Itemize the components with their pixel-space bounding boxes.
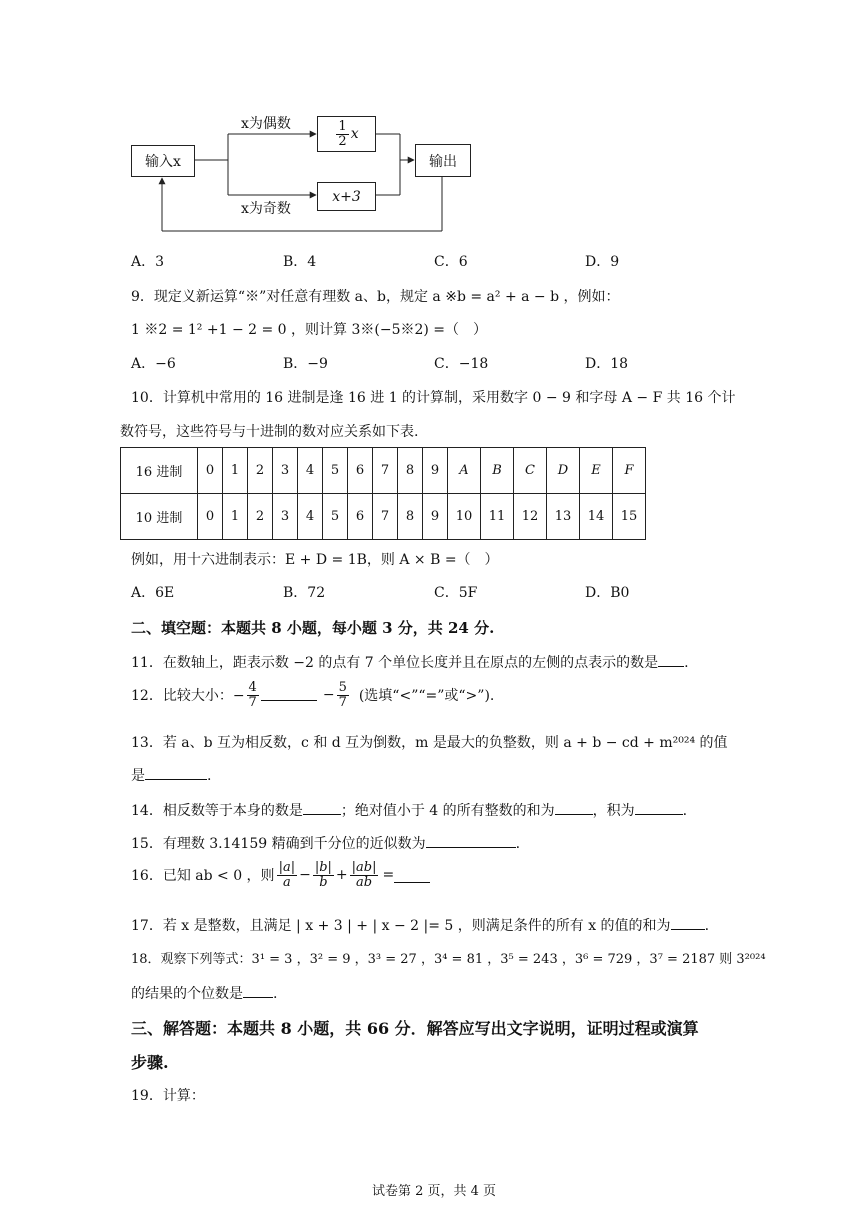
- table-cell: 6: [348, 494, 373, 540]
- table-cell: 5: [323, 494, 348, 540]
- q9-line2: 1 ※2 = 1² +1 − 2 = 0 ，则计算 3※(−5※2) =（ ）: [131, 322, 488, 338]
- table-cell: B: [481, 448, 514, 494]
- q12-f1-num: 4: [248, 680, 257, 695]
- q12-blank: [261, 690, 317, 701]
- q10-line1: 10．计算机中常用的 16 进制是逢 16 进 1 的计算制，采用数字 0 − 9 和字母 A − F 共 16 个计: [131, 390, 736, 406]
- table-cell: 7: [373, 494, 398, 540]
- q16-eq: =: [382, 867, 395, 884]
- table-cell: 2: [248, 448, 273, 494]
- q13-line2: 是 .: [131, 765, 211, 785]
- flowchart-arrows: [0, 0, 868, 240]
- even-label: x为偶数: [241, 116, 291, 132]
- q19: 19．计算：: [131, 1088, 205, 1104]
- q18-blank: [243, 983, 273, 998]
- q14-part-a: 14．相反数等于本身的数是: [131, 803, 303, 819]
- table-cell: 1: [223, 494, 248, 540]
- table-cell: 4: [298, 494, 323, 540]
- q10-option-d: D．B0: [585, 585, 630, 601]
- q17: 17．若 x 是整数，且满足 | x + 3 | + | x − 2 |= 5 ，则满足条件的所有 x 的值的和为 .: [131, 915, 709, 935]
- table-cell: 3: [273, 494, 298, 540]
- table-cell: 13: [547, 494, 580, 540]
- section3-heading-line1: 三、解答题：本题共 8 小题，共 66 分．解答应写出文字说明，证明过程或演算: [131, 1019, 699, 1038]
- odd-label: x为奇数: [241, 201, 291, 217]
- table-cell: 11: [481, 494, 514, 540]
- table-cell: 4: [298, 448, 323, 494]
- q12-f2-den: 7: [338, 694, 347, 710]
- table-cell: 14: [580, 494, 613, 540]
- table-cell: 1: [223, 448, 248, 494]
- q16-f3-den: ab: [356, 874, 373, 890]
- table-cell: 9: [423, 448, 448, 494]
- table-cell: 7: [373, 448, 398, 494]
- q18-line1: 18．观察下列等式：3¹ = 3 ，3² = 9 ，3³ = 27 ，3⁴ = 81 ，3⁵ = 243 ，3⁶ = 729 ，3⁷ = 2187 则 3²⁰²⁴: [131, 952, 766, 967]
- q10-option-a: A．6E: [131, 585, 175, 601]
- q16-f1-den: a: [282, 874, 291, 890]
- q16: 16．已知 ab < 0 ，则 $\frac{|a|}{a}$ − $\frac{|b|}{b}$ + $\frac{|ab|}{ab}$ =: [131, 861, 430, 889]
- q16-prefix: 16．已知 ab < 0 ，则: [131, 868, 275, 885]
- output-label: 输出: [429, 153, 457, 170]
- q14-blank-1: [303, 800, 341, 815]
- table-cell: 0: [198, 448, 223, 494]
- table-cell: 9: [423, 494, 448, 540]
- table-cell: 0: [198, 494, 223, 540]
- table-row-dec: [121, 494, 646, 540]
- table-cell: 6: [348, 448, 373, 494]
- q14-blank-2: [555, 800, 593, 815]
- q13-line1: 13．若 a、b 互为相反数，c 和 d 互为倒数，m 是最大的负整数，则 a + b − cd + m²⁰²⁴ 的值: [131, 735, 728, 751]
- input-box: [131, 145, 195, 177]
- section3-heading-line2: 步骤.: [131, 1053, 169, 1072]
- q10-example: 例如，用十六进制表示：E + D = 1B，则 A × B =（ ）: [131, 552, 499, 568]
- q13-line2-text: 是: [131, 768, 145, 784]
- q12-fraction-1: [247, 681, 259, 709]
- q10-line2: 数符号，这些符号与十进制的数对应关系如下表.: [120, 424, 419, 440]
- plus3-box: [317, 182, 376, 211]
- q9-option-c: C．−18: [434, 356, 489, 372]
- q9-line1: 9．现定义新运算“※”对任意有理数 a、b，规定 a ※b = a² + a − b ，例如：: [131, 289, 620, 305]
- q14-part-b: ；绝对值小于 4 的所有整数的和为: [340, 803, 555, 819]
- plus3-label: x+3: [332, 188, 361, 205]
- hex-decimal-table: [120, 447, 646, 540]
- q16-fraction-1: [277, 861, 298, 889]
- q8-option-a: A．3: [131, 254, 165, 270]
- table-cell: F: [613, 448, 646, 494]
- half-x-var: x: [350, 126, 359, 142]
- q9-option-d: D．18: [585, 356, 629, 372]
- q11-blank: [658, 652, 684, 667]
- table-cell: 10: [448, 494, 481, 540]
- q15: 15．有理数 3.14159 精确到千分位的近似数为 .: [131, 833, 520, 853]
- q12-suffix: (选填“<”“=”或“>”).: [358, 688, 495, 705]
- q17-blank: [671, 915, 705, 930]
- q15-blank: [426, 833, 516, 848]
- page-footer: 试卷第 2 页，共 4 页: [371, 1184, 497, 1199]
- q18-line2: 的结果的个位数是 .: [131, 983, 277, 1003]
- q8-option-d: D．9: [585, 254, 620, 270]
- half-fraction: $\frac{1}{2}$: [338, 118, 347, 149]
- q10-option-c: C．5F: [434, 585, 478, 601]
- q12-f2-num: 5: [338, 680, 347, 695]
- q12-f1-den: 7: [248, 694, 257, 710]
- q9-option-b: B．−9: [283, 356, 328, 372]
- q11-text: 11．在数轴上，距表示数 −2 的点有 7 个单位长度并且在原点的左侧的点表示的数是: [131, 655, 659, 671]
- section2-heading: 二、填空题：本题共 8 小题，每小题 3 分，共 24 分.: [131, 619, 495, 637]
- table-cell: 8: [398, 448, 423, 494]
- table-cell: 15: [613, 494, 646, 540]
- table-row-hex: [121, 448, 646, 494]
- q14: 14．相反数等于本身的数是 ；绝对值小于 4 的所有整数的和为 ，积为 .: [131, 800, 687, 820]
- q10-option-b: B．72: [283, 585, 326, 601]
- q18-line2-text: 的结果的个位数是: [131, 986, 243, 1002]
- row-header-hex: 16 进制: [121, 448, 198, 494]
- q8-option-c: C．6: [434, 254, 468, 270]
- q12-fraction-2: [337, 681, 349, 709]
- q12-prefix: 12．比较大小：−: [131, 688, 245, 705]
- q16-fraction-3: [350, 861, 379, 889]
- table-cell: 3: [273, 448, 298, 494]
- table-cell: 12: [514, 494, 547, 540]
- q9-option-a: A．−6: [131, 356, 176, 372]
- table-cell: 5: [323, 448, 348, 494]
- input-box-label: 输入x: [145, 154, 181, 170]
- q17-text: 17．若 x 是整数，且满足 | x + 3 | + | x − 2 |= 5 ，则满足条件的所有 x 的值的和为: [131, 918, 671, 934]
- table-cell: D: [547, 448, 580, 494]
- table-cell: 2: [248, 494, 273, 540]
- q8-option-b: B．4: [283, 254, 317, 270]
- q16-f1-num: |a|: [278, 860, 296, 875]
- q16-f3-num: |ab|: [351, 860, 377, 875]
- row-header-dec: 10 进制: [121, 494, 198, 540]
- q14-blank-3: [635, 800, 683, 815]
- table-cell: A: [448, 448, 481, 494]
- q13-blank: [145, 765, 207, 780]
- q16-blank: [394, 868, 430, 883]
- q16-fraction-2: [313, 861, 334, 889]
- table-cell: E: [580, 448, 613, 494]
- half-x-box: [317, 116, 376, 152]
- q12-mid: −: [322, 687, 335, 704]
- q11: 11．在数轴上，距表示数 −2 的点有 7 个单位长度并且在原点的左侧的点表示的数是 .: [131, 652, 689, 672]
- q15-text: 15．有理数 3.14159 精确到千分位的近似数为: [131, 836, 426, 852]
- q16-f2-num: |b|: [314, 860, 332, 875]
- q16-f2-den: b: [319, 874, 328, 890]
- output-box: [415, 144, 471, 177]
- table-cell: C: [514, 448, 547, 494]
- q12: [131, 681, 494, 709]
- table-cell: 8: [398, 494, 423, 540]
- q14-part-c: ，积为: [592, 803, 635, 819]
